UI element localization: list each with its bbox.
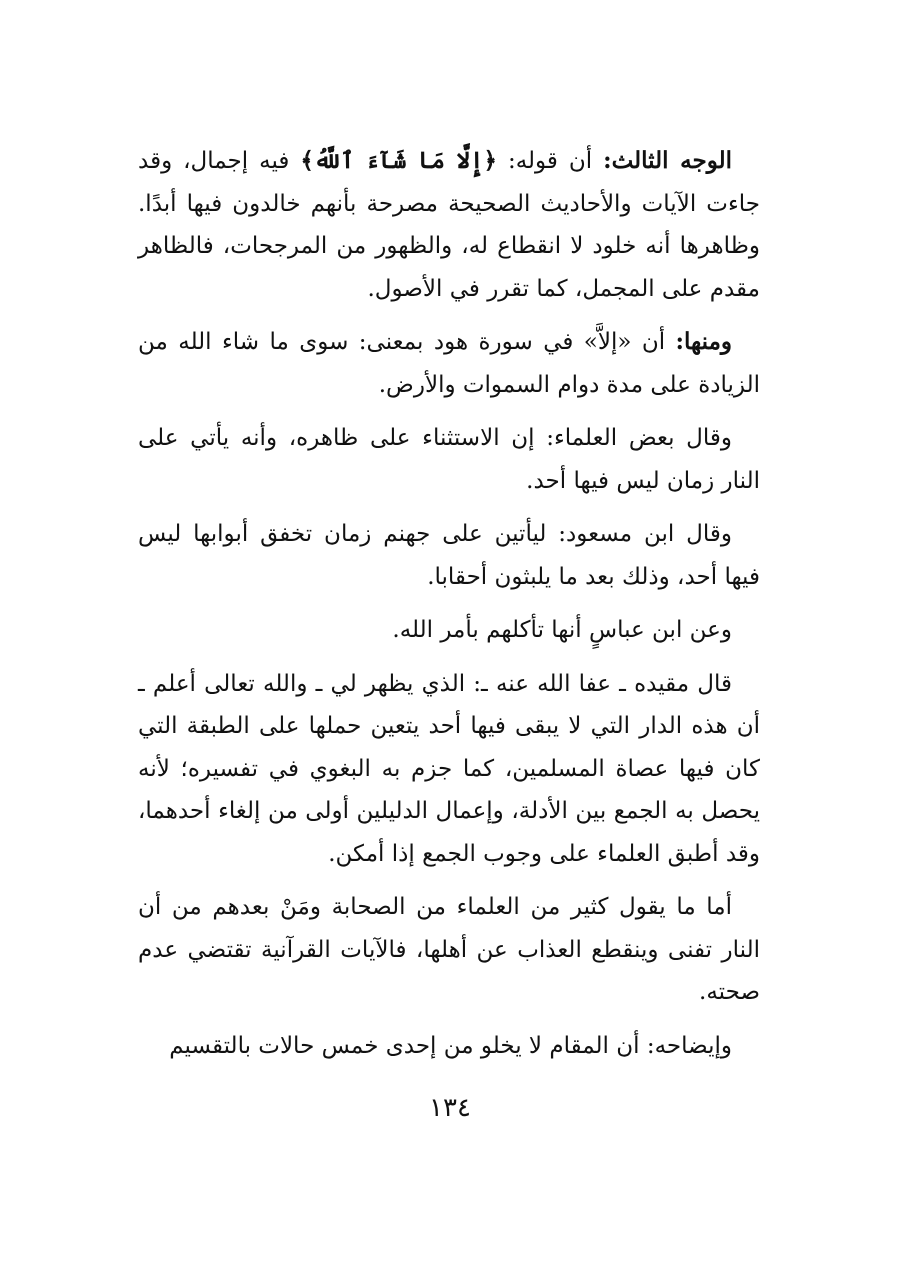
paragraph-ibn-masud: وقال ابن مسعود: ليأتين على جهنم زمان تخفق أبوابها ليس فيها أحد، وذلك بعد ما يلبثون أحقابا. [138,521,760,590]
paragraph-illa-meaning [138,321,760,406]
paragraph-text: أن قوله: [497,148,604,174]
paragraph-third-aspect [138,140,760,310]
paragraph-text: أن «إلاَّ» في سورة هود بمعنى: سوى ما شاء الله من الزيادة على مدة دوام السموات والأرض. [138,329,760,398]
paragraph-explanation: وإيضاحه: أن المقام لا يخلو من إحدى خمس حالات بالتقسيم [169,1032,732,1059]
page-number: ١٣٤ [429,1093,471,1123]
paragraph-text: فيه إجمال، وقد جاءت الآيات والأحاديث الصحيحة مصرحة بأنهم خالدون فيها أبدًا. وظاهرها أنه خلود لا انقطاع له، والظهور من المرجحات، فالظاهر مقدم على المجمل، كما تقرر في الأصول. [138,148,760,302]
paragraph-author-opinion: قال مقيده ـ عفا الله عنه ـ: الذي يظهر لي ـ والله تعالى أعلم ـ أن هذه الدار التي لا يبقى فيها أحد يتعين حملها على الطبقة التي كان فيها عصاة المسلمين، كما جزم به البغوي في تفسيره؛ لأنه يحصل به الجمع بين الأدلة، وإعمال الدليلين أولى من إلغاء أحدهما، وقد أطبق العلماء على وجوب الجمع إذا أمكن. [138,670,760,867]
paragraph-lead-heading: الوجه الثالث: [603,147,732,174]
quran-verse: ﴿إِلَّا مَا شَآءَ ٱللَّهُ﴾ [300,147,497,174]
paragraph-some-scholars: وقال بعض العلماء: إن الاستثناء على ظاهره، وأنه يأتي على النار زمان ليس فيها أحد. [138,425,760,494]
page-body [138,140,760,1078]
paragraph-scholars-view: أما ما يقول كثير من العلماء من الصحابة ومَنْ بعدهم من أن النار تفنى وينقطع العذاب عن أهلها، فالآيات القرآنية تقتضي عدم صحته. [138,894,760,1005]
paragraph-ibn-abbas: وعن ابن عباسٍ أنها تأكلهم بأمر الله. [392,617,732,643]
paragraph-lead-heading: ومنها: [675,328,732,355]
